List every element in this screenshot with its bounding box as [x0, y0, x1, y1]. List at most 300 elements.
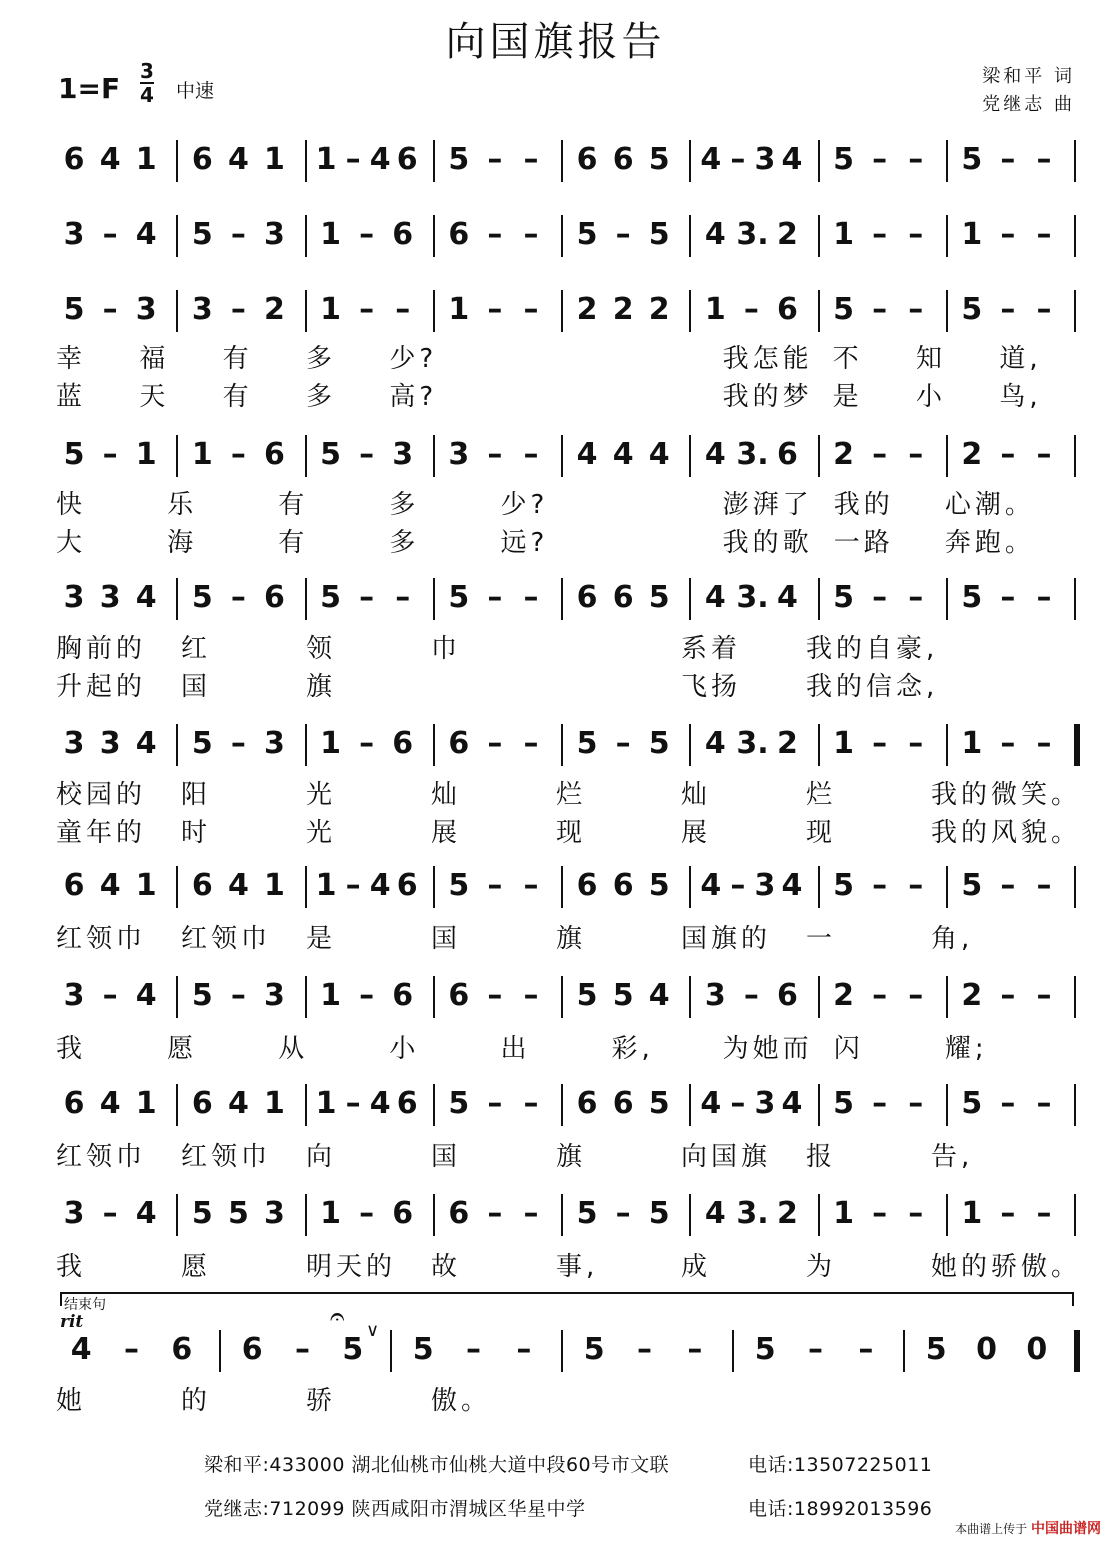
note: 3 [63, 978, 85, 1013]
lyric-line [0, 922, 1111, 958]
dash-note: – [872, 142, 888, 177]
barline [305, 866, 307, 908]
barline [1074, 140, 1076, 182]
note: 1 [833, 726, 854, 761]
note: 3 [99, 726, 121, 761]
note: 5 [63, 292, 85, 327]
dash-note: – [872, 437, 888, 472]
note: 4 [99, 1086, 121, 1121]
barline [689, 215, 691, 257]
note: 4 [135, 580, 157, 615]
note: 5 [342, 1332, 364, 1367]
lyric-word: 骄 [306, 1386, 333, 1416]
note: 1 [833, 217, 854, 252]
note: 6 [396, 868, 418, 903]
note: 2 [777, 726, 798, 761]
dash-note: – [872, 292, 888, 327]
site-logo: 中国曲谱网 [1031, 1521, 1101, 1537]
note: 1 [191, 437, 213, 472]
dash-note: – [359, 978, 375, 1013]
dash-note: – [1000, 217, 1016, 252]
notation-row [0, 866, 1111, 910]
note: 5 [448, 868, 470, 903]
note: 6 [576, 580, 598, 615]
lyric-word: 光 [306, 818, 333, 848]
dash-note: – [1036, 580, 1052, 615]
lyric-word: 耀; [944, 1034, 988, 1064]
lyric-word: 我的信念, [806, 672, 939, 702]
lyric-word: 阳 [181, 780, 208, 810]
lyric-word: 我的 [833, 490, 894, 520]
notation-row [0, 215, 1111, 259]
dash-note: – [523, 1086, 539, 1121]
barline [1074, 866, 1076, 908]
dash-note: – [487, 1196, 503, 1231]
lyric-word: 红领巾 [181, 924, 272, 954]
barline [561, 290, 563, 332]
barline [903, 1330, 905, 1372]
lyric-line [0, 380, 1111, 416]
dash-note: – [359, 726, 375, 761]
dash-note: – [230, 437, 246, 472]
lyric-word: 我 [56, 1252, 83, 1282]
barline [176, 866, 178, 908]
note: 1 [315, 868, 337, 903]
notation-row [0, 290, 1111, 334]
barline [818, 1194, 820, 1236]
note: 2 [264, 292, 285, 327]
barline [561, 866, 563, 908]
barline [818, 1084, 820, 1126]
lyric-word: 烂 [806, 780, 833, 810]
lyric-word: 事, [556, 1252, 599, 1282]
dash-note: – [1000, 978, 1016, 1013]
lyric-line [0, 488, 1111, 524]
dash-note: – [516, 1332, 532, 1367]
lyric-word: 为她而 [722, 1034, 813, 1064]
note: 5 [648, 1196, 670, 1231]
note: 1 [320, 726, 341, 761]
lyric-word: 天 [139, 382, 166, 412]
barline [946, 578, 948, 620]
barline [176, 724, 178, 766]
dash-note: – [487, 1086, 503, 1121]
lyric-word: 有 [222, 382, 249, 412]
dash-note: – [1036, 437, 1052, 472]
lyric-word: 大 [56, 528, 83, 558]
dash-note: – [872, 1196, 888, 1231]
dash-note: – [730, 142, 746, 177]
dash-note: – [1000, 726, 1016, 761]
barline [946, 1194, 948, 1236]
dash-note: – [908, 437, 924, 472]
lyric-word: 国 [431, 924, 458, 954]
barline [433, 290, 435, 332]
dash-note: – [1036, 1196, 1052, 1231]
dash-note: – [359, 292, 375, 327]
dash-note: – [523, 726, 539, 761]
score-title: 向国旗报告 [445, 19, 666, 65]
dash-note: – [872, 1086, 888, 1121]
note: 1 [320, 217, 341, 252]
barline [1074, 578, 1076, 620]
dash-note: – [487, 868, 503, 903]
lyric-line [0, 1140, 1111, 1176]
dash-note: – [230, 726, 246, 761]
dash-note: – [359, 1196, 375, 1231]
note: 6 [777, 978, 798, 1013]
lyric-word: 愿 [167, 1034, 194, 1064]
dash-note: – [1000, 580, 1016, 615]
lyric-word: 展 [431, 818, 458, 848]
lyric-word: 有 [278, 528, 305, 558]
dash-note: – [1036, 978, 1052, 1013]
dash-note: – [908, 1196, 924, 1231]
barline [176, 215, 178, 257]
note: 4 [227, 1086, 249, 1121]
barline [689, 866, 691, 908]
note: 6 [612, 580, 634, 615]
lyric-word: 故 [431, 1252, 458, 1282]
note: 4 [369, 142, 391, 177]
note: 3. [736, 1196, 769, 1231]
barline [1074, 1084, 1076, 1126]
note: 4 [700, 868, 722, 903]
barline [818, 435, 820, 477]
dash-note: – [523, 437, 539, 472]
lyric-word: 系着 [681, 634, 742, 664]
dash-note: – [1036, 292, 1052, 327]
dash-note: – [487, 217, 503, 252]
note: 5 [191, 726, 213, 761]
note: 3 [754, 142, 776, 177]
note: 6 [448, 217, 470, 252]
dash-note: – [908, 868, 924, 903]
lyric-word: 成 [681, 1252, 708, 1282]
note: 5 [961, 292, 983, 327]
lyric-line [0, 778, 1111, 814]
barline [176, 976, 178, 1018]
barline [305, 290, 307, 332]
composer-credit: 党继志 曲 [982, 94, 1075, 115]
note: 5 [576, 726, 598, 761]
note: 3 [264, 217, 285, 252]
lyric-word: 告, [931, 1142, 974, 1172]
dash-note: – [523, 580, 539, 615]
contact-phone-lyricist: 电话:13507225011 [748, 1454, 933, 1476]
lyric-word: 国 [431, 1142, 458, 1172]
dash-note: – [908, 580, 924, 615]
dash-note: – [523, 292, 539, 327]
note: 4 [704, 437, 726, 472]
ending-bracket [60, 1292, 1074, 1306]
lyric-line [0, 1384, 1111, 1420]
note: 3. [736, 726, 769, 761]
note: 6 [576, 142, 598, 177]
notation-row [0, 724, 1111, 768]
note: 2 [777, 1196, 798, 1231]
lyricist-credit: 梁和平 词 [982, 66, 1075, 87]
note: 4 [612, 437, 634, 472]
note: 6 [448, 726, 470, 761]
lyric-word: 旗 [556, 924, 583, 954]
note: 5 [833, 292, 854, 327]
barline [818, 290, 820, 332]
barline [946, 724, 948, 766]
barline [176, 1084, 178, 1126]
note: 5 [320, 437, 341, 472]
note: 3 [63, 580, 85, 615]
barline [732, 1330, 734, 1372]
note: 4 [99, 868, 121, 903]
dash-note: – [858, 1332, 874, 1367]
note: 2 [833, 978, 854, 1013]
lyric-line [0, 1032, 1111, 1068]
lyric-word: 向 [306, 1142, 333, 1172]
dash-note: – [523, 978, 539, 1013]
dash-note: – [687, 1332, 703, 1367]
dash-note: – [1000, 1196, 1016, 1231]
note: 5 [961, 868, 983, 903]
barline [689, 1194, 691, 1236]
note: 2 [961, 437, 983, 472]
note: 2 [961, 978, 983, 1013]
note: 1 [135, 142, 157, 177]
barline [219, 1330, 221, 1372]
dash-note: – [359, 217, 375, 252]
barline [305, 578, 307, 620]
note: 4 [648, 437, 670, 472]
dash-note: – [487, 437, 503, 472]
lyric-word: 幸 [56, 344, 83, 374]
lyric-word: 少? [389, 344, 438, 374]
dash-note: – [395, 292, 411, 327]
lyric-word: 她 [56, 1386, 83, 1416]
lyric-line [0, 342, 1111, 378]
note: 2 [648, 292, 670, 327]
note: 6 [63, 1086, 85, 1121]
dash-note: – [1036, 217, 1052, 252]
dash-note: – [872, 217, 888, 252]
lyric-word: 国旗的 [681, 924, 772, 954]
notation-row [0, 976, 1111, 1020]
dash-note: – [743, 978, 759, 1013]
note: 1 [135, 868, 157, 903]
note: 1 [315, 1086, 337, 1121]
note: 1 [320, 292, 341, 327]
note: 4 [781, 868, 803, 903]
note: 6 [392, 978, 414, 1013]
note: 6 [396, 142, 418, 177]
barline [561, 140, 563, 182]
barline [433, 140, 435, 182]
note: 4 [70, 1332, 92, 1367]
note: 6 [448, 978, 470, 1013]
lyric-word: 我的自豪, [806, 634, 939, 664]
note: 3 [704, 978, 726, 1013]
lyric-word: 有 [222, 344, 249, 374]
barline [305, 215, 307, 257]
note: 3. [736, 217, 769, 252]
barline [689, 290, 691, 332]
lyric-word: 蓝 [56, 382, 83, 412]
lyric-word: 我怎能 [722, 344, 813, 374]
barline [1074, 1194, 1076, 1236]
barline [433, 866, 435, 908]
dash-note: – [487, 978, 503, 1013]
lyric-word: 多 [389, 490, 416, 520]
lyric-word: 的 [181, 1386, 208, 1416]
note: 5 [648, 580, 670, 615]
note: 3 [63, 217, 85, 252]
fermata-icon: 𝄐 [330, 1302, 345, 1332]
dash-note: – [523, 142, 539, 177]
dash-note: – [1036, 142, 1052, 177]
note: 6 [396, 1086, 418, 1121]
note: 6 [392, 726, 414, 761]
note: 6 [777, 292, 798, 327]
lyric-word: 光 [306, 780, 333, 810]
barline [818, 140, 820, 182]
note: 5 [648, 868, 670, 903]
dash-note: – [102, 1196, 118, 1231]
lyric-word: 海 [167, 528, 194, 558]
barline [946, 435, 948, 477]
note: 5 [925, 1332, 947, 1367]
dash-note: – [1000, 292, 1016, 327]
note: 5 [448, 142, 470, 177]
barline [1074, 435, 1076, 477]
dash-note: – [487, 292, 503, 327]
dash-note: – [908, 142, 924, 177]
note: 6 [191, 1086, 213, 1121]
lyric-word: 为 [806, 1252, 833, 1282]
lyric-word: 红 [181, 634, 208, 664]
note: 2 [612, 292, 634, 327]
note: 4 [227, 142, 249, 177]
barline [1074, 976, 1076, 1018]
note: 6 [191, 142, 213, 177]
note: 3 [63, 726, 85, 761]
lyric-word: 巾 [431, 634, 458, 664]
dash-note: – [872, 868, 888, 903]
time-signature-bottom: 4 [140, 83, 154, 107]
note: 6 [63, 142, 85, 177]
barline [433, 435, 435, 477]
dash-note: – [487, 142, 503, 177]
barline [818, 866, 820, 908]
upload-credit [955, 1518, 1101, 1538]
note: 3 [264, 1196, 285, 1231]
note: 0 [1026, 1332, 1048, 1367]
dash-note: – [102, 292, 118, 327]
dash-note: – [523, 868, 539, 903]
barline [689, 578, 691, 620]
dash-note: – [1036, 726, 1052, 761]
note: 6 [612, 868, 634, 903]
barline [561, 578, 563, 620]
dash-note: – [908, 292, 924, 327]
notation-row [0, 140, 1111, 184]
note: 6 [777, 437, 798, 472]
barline [561, 724, 563, 766]
barline [946, 1084, 948, 1126]
dash-note: – [345, 868, 361, 903]
note: 1 [320, 978, 341, 1013]
ritardando-marking: rit [60, 1312, 84, 1332]
lyric-word: 奔跑。 [944, 528, 1035, 558]
note: 0 [976, 1332, 997, 1367]
barline [176, 1194, 178, 1236]
tempo-marking: 中速 [176, 80, 215, 102]
dash-note: – [1000, 1086, 1016, 1121]
note: 5 [412, 1332, 434, 1367]
lyric-word: 飞扬 [681, 672, 742, 702]
lyric-word: 乐 [167, 490, 194, 520]
lyric-word: 我的梦 [722, 382, 813, 412]
lyric-word: 现 [556, 818, 583, 848]
time-signature-top: 3 [140, 59, 154, 83]
dash-note: – [908, 978, 924, 1013]
barline [818, 976, 820, 1018]
lyric-word: 出 [500, 1034, 527, 1064]
lyric-line [0, 1250, 1111, 1286]
lyric-word: 一路 [833, 528, 894, 558]
notation-row [0, 1194, 1111, 1238]
dash-note: – [1000, 142, 1016, 177]
barline [561, 976, 563, 1018]
lyric-word: 旗 [306, 672, 333, 702]
dash-note: – [102, 437, 118, 472]
lyric-line [0, 670, 1111, 706]
note: 4 [648, 978, 670, 1013]
barline [433, 1084, 435, 1126]
lyric-word: 红领巾 [56, 1142, 147, 1172]
lyric-word: 道, [999, 344, 1042, 374]
contact-phone-composer: 电话:18992013596 [748, 1498, 933, 1520]
barline [305, 1084, 307, 1126]
lyric-word: 有 [278, 490, 305, 520]
dash-note: – [102, 217, 118, 252]
dash-note: – [523, 1196, 539, 1231]
dash-note: – [359, 437, 375, 472]
dash-note: – [730, 1086, 746, 1121]
lyric-word: 我的歌 [722, 528, 813, 558]
note: 5 [833, 1086, 854, 1121]
note: 4 [369, 868, 391, 903]
note: 4 [369, 1086, 391, 1121]
note: 1 [961, 1196, 983, 1231]
note: 4 [135, 978, 157, 1013]
lyric-word: 知 [916, 344, 943, 374]
notation-row [0, 1084, 1111, 1128]
note: 5 [833, 580, 854, 615]
dash-note: – [523, 217, 539, 252]
note: 5 [961, 580, 983, 615]
barline [305, 724, 307, 766]
note: 6 [392, 217, 414, 252]
note: 4 [704, 1196, 726, 1231]
lyric-word: 从 [278, 1034, 305, 1064]
lyric-word: 小 [916, 382, 943, 412]
note: 2 [777, 217, 798, 252]
lyric-word: 少? [500, 490, 549, 520]
barline [946, 866, 948, 908]
note: 6 [612, 1086, 634, 1121]
note: 2 [833, 437, 854, 472]
note: 5 [833, 868, 854, 903]
dash-note: – [487, 726, 503, 761]
